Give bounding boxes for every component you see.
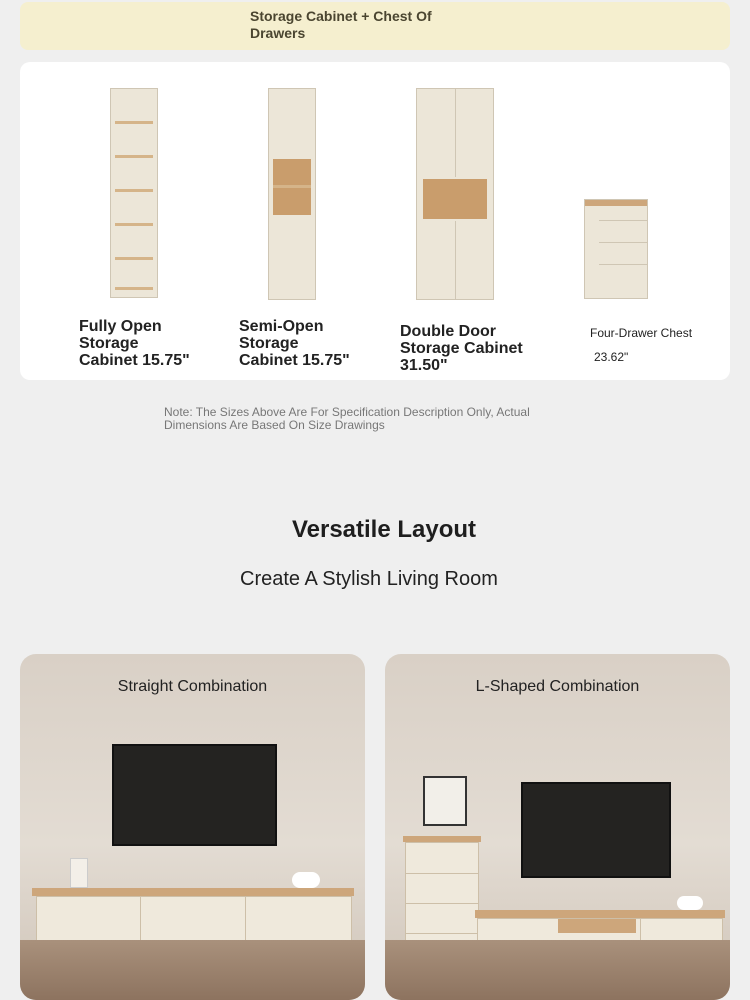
section-subheading: Create A Stylish Living Room bbox=[240, 568, 498, 590]
product-label-fully-open: Fully Open Storage Cabinet 15.75" bbox=[79, 318, 190, 369]
product-label-double-door: Double Door Storage Cabinet 31.50" bbox=[400, 323, 523, 374]
tv-image bbox=[112, 744, 277, 846]
product-label-semi-open: Semi-Open Storage Cabinet 15.75" bbox=[239, 318, 350, 369]
banner-title: Storage Cabinet + Chest Of Drawers bbox=[250, 8, 432, 41]
decor-balls bbox=[677, 896, 703, 910]
four-drawer-chest-image bbox=[584, 199, 648, 299]
tv-stand bbox=[36, 896, 352, 942]
floor bbox=[20, 940, 365, 1000]
straight-combination-card bbox=[20, 654, 365, 1000]
size-note: Note: The Sizes Above Are For Specification Description Only, Actual Dimensions Are Based On Size Drawings bbox=[164, 405, 530, 432]
section-heading: Versatile Layout bbox=[291, 516, 477, 543]
semi-open-cabinet-image bbox=[268, 88, 316, 300]
tv-stand-top bbox=[475, 910, 725, 918]
tv-image bbox=[521, 782, 671, 878]
tv-stand-top bbox=[32, 888, 354, 896]
card-title: L-Shaped Combination bbox=[475, 678, 640, 695]
product-label-four-drawer: Four-Drawer Chest bbox=[590, 326, 693, 340]
fully-open-cabinet-image bbox=[110, 88, 158, 298]
card-title: Straight Combination bbox=[117, 678, 268, 695]
double-door-cabinet-image bbox=[416, 88, 494, 300]
floor bbox=[385, 940, 730, 1000]
product-size-four-drawer: 23.62" bbox=[594, 350, 629, 364]
decor-frame bbox=[70, 858, 88, 888]
decor-balls bbox=[292, 872, 320, 888]
wall-art-frame bbox=[423, 776, 467, 826]
l-shaped-combination-card bbox=[385, 654, 730, 1000]
